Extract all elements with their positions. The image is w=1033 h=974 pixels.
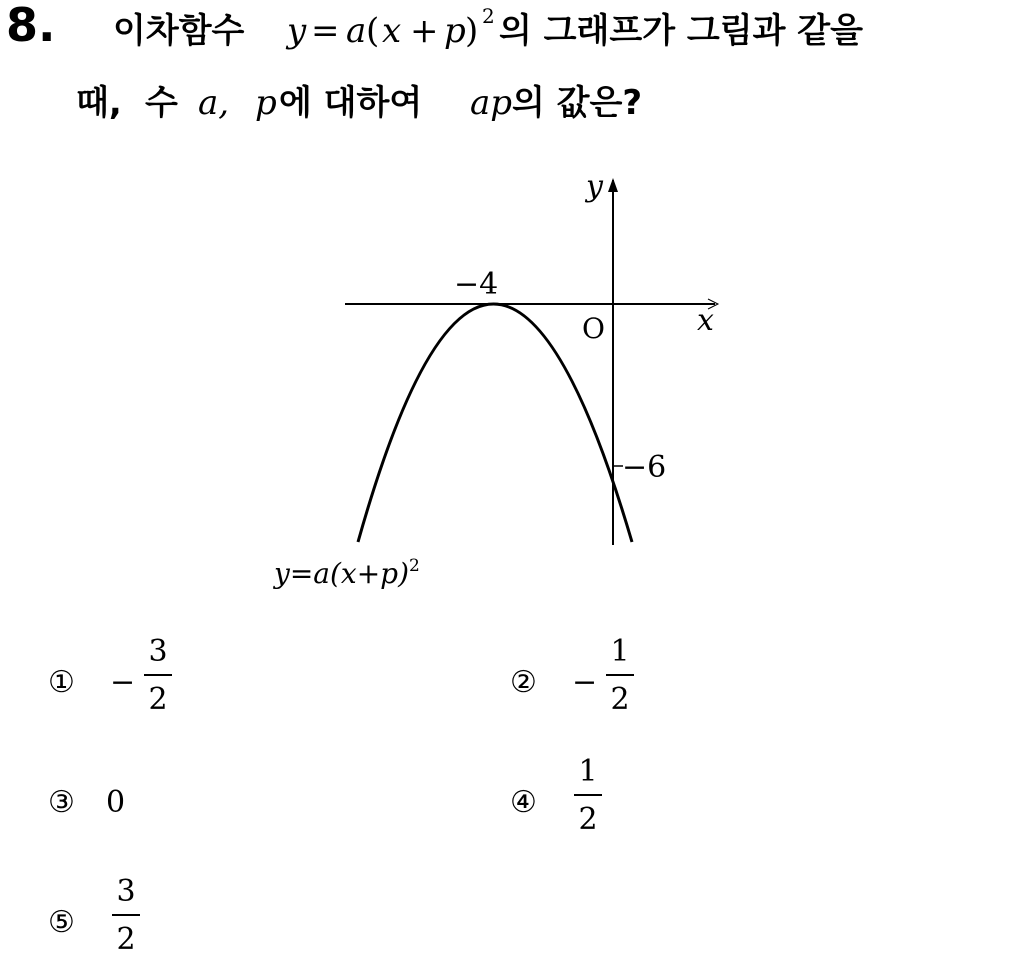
variable-ap: ap bbox=[470, 83, 513, 123]
fraction-bar bbox=[574, 794, 602, 796]
formula-symbol: x bbox=[382, 11, 402, 51]
vertex-x-label: −4 bbox=[454, 267, 499, 302]
fraction bbox=[144, 634, 172, 718]
fraction-bar bbox=[144, 674, 172, 676]
fraction bbox=[574, 754, 602, 838]
fraction-bar bbox=[606, 674, 634, 676]
y-axis-label: y bbox=[586, 169, 603, 204]
curve-equation-main: y=a(x+p) bbox=[274, 557, 409, 590]
question-text-segment: 의 값은? bbox=[512, 83, 643, 123]
variable-a: a, bbox=[198, 83, 230, 123]
choice-marker: ② bbox=[510, 665, 537, 700]
choice-value: 0 bbox=[106, 785, 126, 820]
fraction bbox=[112, 874, 140, 958]
question-text-segment: 의 그래프가 그림과 같을 bbox=[499, 11, 863, 51]
y-intercept-label: −6 bbox=[622, 450, 667, 485]
denominator: 2 bbox=[116, 922, 136, 957]
numerator: 1 bbox=[610, 634, 630, 669]
formula-symbol: ( bbox=[366, 11, 380, 51]
formula-symbol: + bbox=[410, 11, 439, 51]
curve-equation-label bbox=[272, 556, 420, 590]
numerator: 3 bbox=[148, 634, 168, 669]
choice-marker: ④ bbox=[510, 785, 537, 820]
curve-equation-exponent: 2 bbox=[409, 556, 420, 576]
formula-exponent: 2 bbox=[482, 4, 495, 28]
origin-label: O bbox=[582, 312, 605, 345]
choice-marker: ③ bbox=[48, 785, 75, 820]
formula-symbol: p bbox=[444, 11, 466, 51]
question-text-segment: 때, bbox=[76, 83, 122, 123]
formula-symbol: = bbox=[311, 11, 340, 51]
question-number: 8. bbox=[6, 0, 56, 52]
formula-symbol: a bbox=[346, 11, 367, 51]
fraction bbox=[606, 634, 634, 718]
denominator: 2 bbox=[578, 802, 598, 837]
minus-sign: − bbox=[572, 665, 598, 700]
formula-symbol: ) bbox=[465, 11, 479, 51]
question-text-segment: 이차함수 bbox=[113, 11, 245, 51]
numerator: 3 bbox=[116, 874, 136, 909]
choice-marker: ① bbox=[48, 665, 75, 700]
denominator: 2 bbox=[148, 682, 168, 717]
question-text-segment: 수 bbox=[145, 83, 178, 123]
x-axis-label: x bbox=[697, 303, 714, 338]
denominator: 2 bbox=[610, 682, 630, 717]
y-axis-arrow bbox=[608, 178, 618, 192]
minus-sign: − bbox=[110, 665, 136, 700]
formula-symbol: y bbox=[287, 11, 307, 51]
question-text-segment: 에 대하여 bbox=[279, 83, 423, 123]
variable-p: p bbox=[255, 83, 277, 123]
numerator: 1 bbox=[578, 754, 598, 789]
fraction-bar bbox=[112, 914, 140, 916]
choice-marker: ⑤ bbox=[48, 905, 75, 940]
